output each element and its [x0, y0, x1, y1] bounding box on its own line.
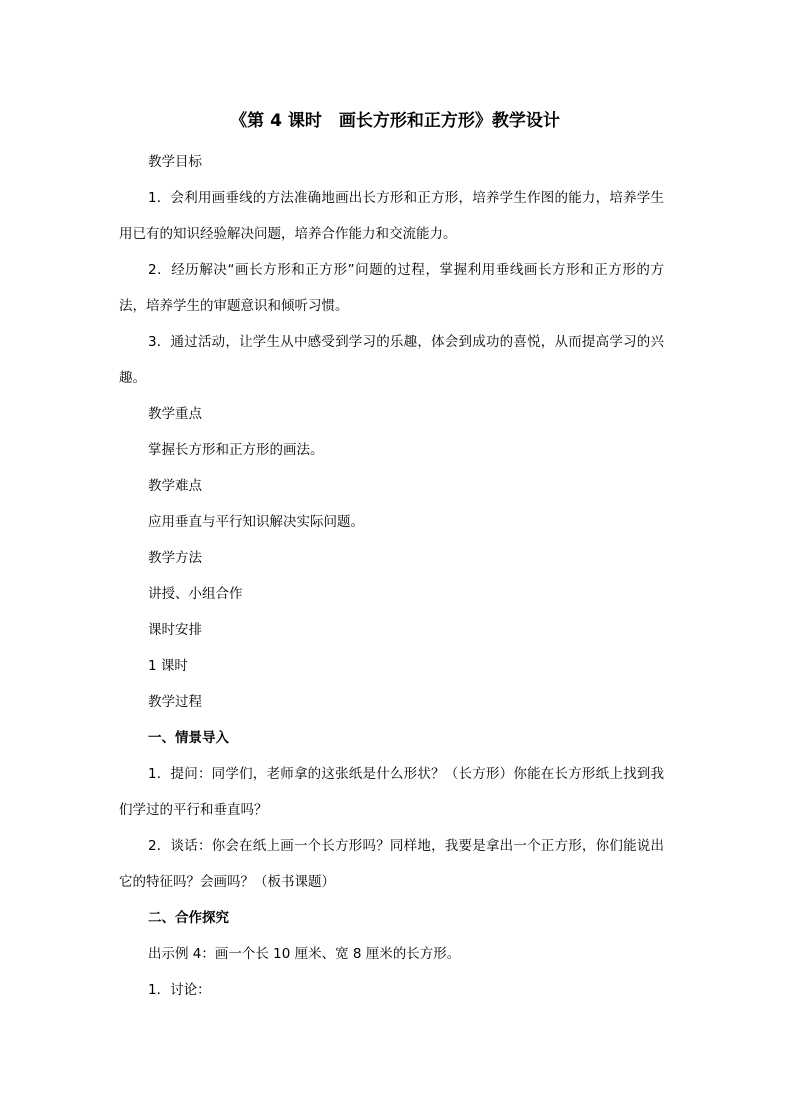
- methods-text: 讲授、小组合作: [148, 586, 243, 602]
- document-title: 《第 4 课时 画长方形和正方形》教学设计: [230, 111, 560, 131]
- objectives-heading: 教学目标: [148, 154, 202, 170]
- objective-2: 2．经历解决“画长方形和正方形”问题的过程，掌握利用垂线画长方形和正方形的方法，培养学生的审题意识和倾听习惯。: [119, 262, 664, 314]
- objective-3: 3．通过活动，让学生从中感受到学习的乐趣，体会到成功的喜悦，从而提高学习的兴趣。: [119, 334, 664, 386]
- part2-heading: 二、合作探究: [148, 910, 229, 926]
- objective-1: 1．会利用画垂线的方法准确地画出长方形和正方形，培养学生作图的能力，培养学生用已有的知识经验解决问题，培养合作能力和交流能力。: [119, 190, 664, 242]
- schedule-text: 1 课时: [148, 658, 188, 674]
- part1-item-1: 1．提问：同学们，老师拿的这张纸是什么形状？（长方形）你能在长方形纸上找到我们学过的平行和垂直吗？: [119, 766, 664, 818]
- difficulties-text: 应用垂直与平行知识解决实际问题。: [148, 514, 364, 530]
- schedule-heading: 课时安排: [148, 622, 202, 638]
- methods-heading: 教学方法: [148, 550, 202, 566]
- part1-heading: 一、情景导入: [148, 730, 229, 746]
- key-points-text: 掌握长方形和正方形的画法。: [148, 442, 324, 458]
- key-points-heading: 教学重点: [148, 406, 202, 422]
- process-heading: 教学过程: [148, 694, 202, 710]
- difficulties-heading: 教学难点: [148, 478, 202, 494]
- part1-item-2: 2．谈话：你会在纸上画一个长方形吗？同样地，我要是拿出一个正方形，你们能说出它的特征吗？会画吗？（板书课题）: [119, 838, 664, 890]
- example-text: 出示例 4：画一个长 10 厘米、宽 8 厘米的长方形。: [148, 946, 461, 962]
- discussion-item: 1．讨论：: [148, 982, 211, 998]
